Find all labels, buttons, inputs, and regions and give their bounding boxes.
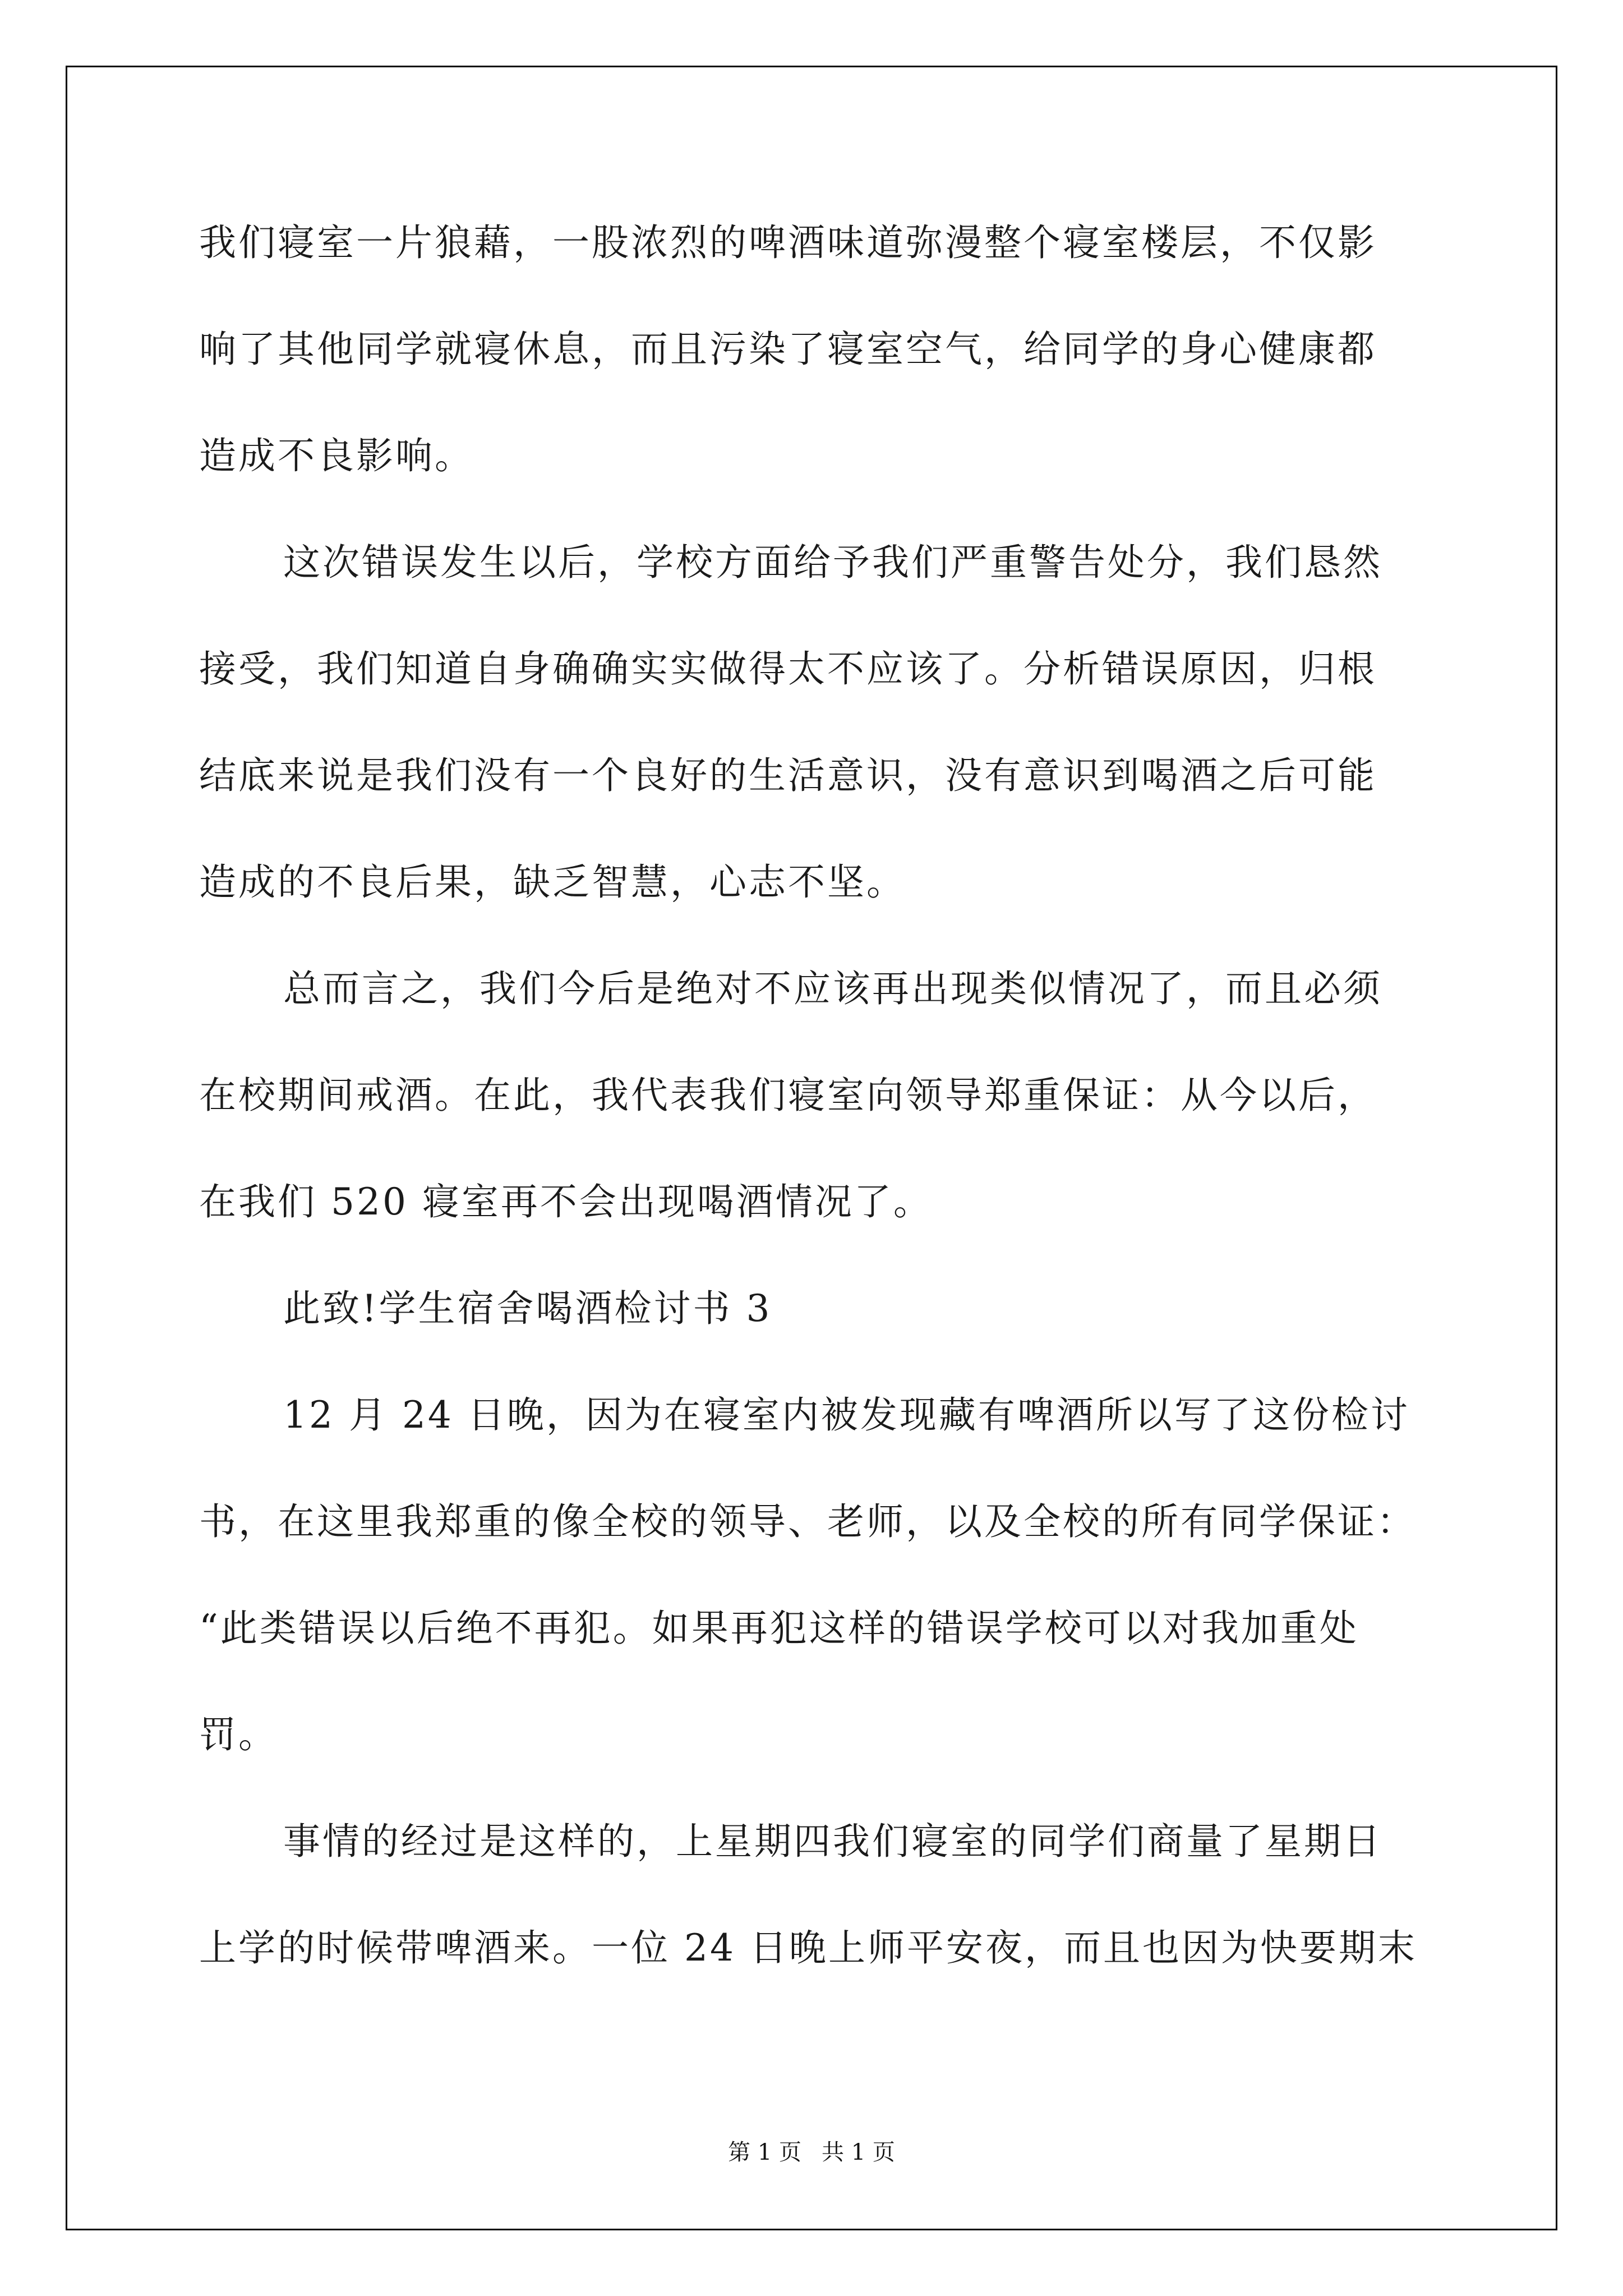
section-heading: 此致!学生宿舍喝酒检讨书 3 xyxy=(283,1287,772,1330)
page-footer xyxy=(0,2138,1623,2166)
body-line: 12 月 24 日晚，因为在寝室内被发现藏有啤酒所以写了这份检讨 xyxy=(283,1393,1410,1437)
body-line: 接受，我们知道自身确确实实做得太不应该了。分析错误原因，归根 xyxy=(199,647,1377,691)
body-line: 在我们 520 寝室再不会出现喝酒情况了。 xyxy=(199,1180,933,1223)
body-line: 书，在这里我郑重的像全校的领导、老师，以及全校的所有同学保证： xyxy=(199,1500,1416,1543)
body-line: 我们寝室一片狼藉，一股浓烈的啤酒味道弥漫整个寝室楼层，不仅影 xyxy=(199,221,1377,264)
body-line: 造成的不良后果，缺乏智慧，心志不坚。 xyxy=(199,861,906,904)
body-line: 结底来说是我们没有一个良好的生活意识，没有意识到喝酒之后可能 xyxy=(199,754,1377,797)
page-total: 共 1 页 xyxy=(822,2139,895,2165)
body-line: 在校期间戒酒。在此，我代表我们寝室向领导郑重保证：从今以后， xyxy=(199,1074,1377,1117)
body-line: 事情的经过是这样的，上星期四我们寝室的同学们商量了星期日 xyxy=(283,1820,1382,1863)
body-line: 罚。 xyxy=(199,1713,278,1756)
page-number: 第 1 页 xyxy=(728,2139,801,2165)
body-line: 上学的时候带啤酒来。一位 24 日晚上师平安夜，而且也因为快要期末 xyxy=(199,1926,1417,1970)
body-line: 造成不良影响。 xyxy=(199,434,474,477)
body-line: 这次错误发生以后，学校方面给予我们严重警告处分，我们恳然 xyxy=(283,541,1382,584)
body-line: 响了其他同学就寝休息，而且污染了寝室空气，给同学的身心健康都 xyxy=(199,328,1377,371)
page-border xyxy=(66,66,1557,2230)
body-line: 总而言之，我们今后是绝对不应该再出现类似情况了，而且必须 xyxy=(283,967,1382,1010)
body-line: “此类错误以后绝不再犯。如果再犯这样的错误学校可以对我加重处 xyxy=(199,1607,1359,1650)
